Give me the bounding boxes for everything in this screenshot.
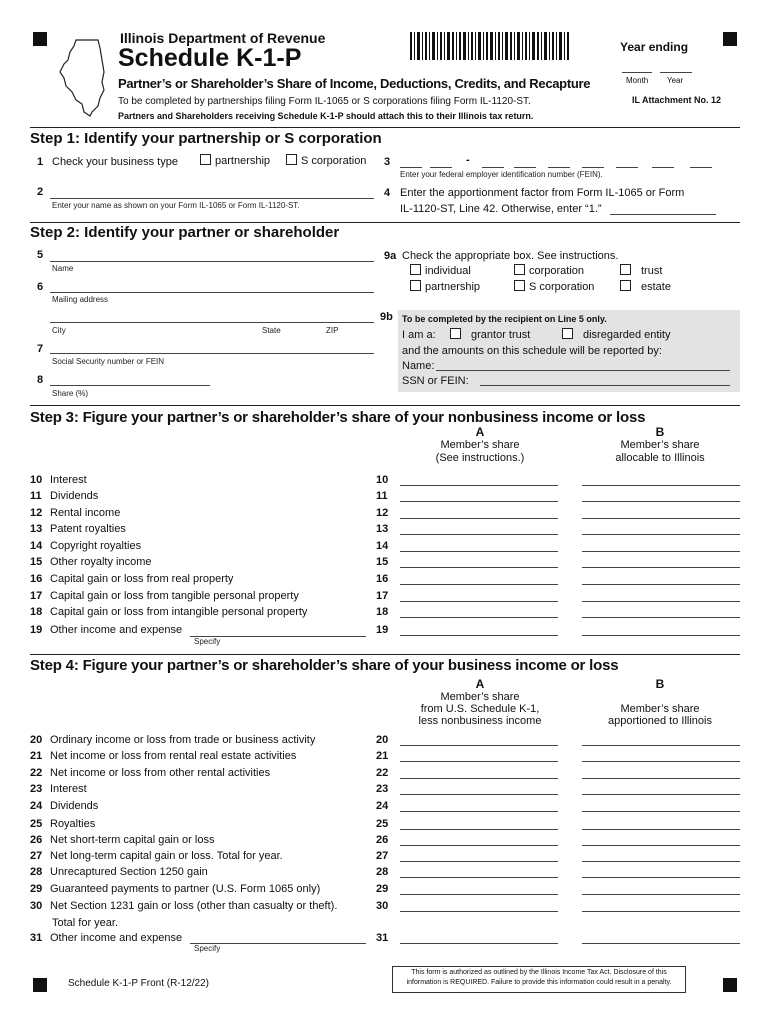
i-am-a-label: I am a: — [402, 329, 436, 341]
line-13-label — [30, 523, 126, 535]
step2-rule — [30, 222, 740, 223]
line1-number: 1 — [37, 156, 44, 168]
trust-option-label: trust — [641, 265, 663, 277]
line-number: 20 — [30, 734, 43, 746]
line-12-label — [30, 507, 120, 519]
individual-option[interactable] — [410, 264, 471, 277]
form-identifier: Schedule K-1-P Front (R-12/22) — [68, 978, 209, 989]
line-21-label — [30, 750, 296, 762]
line-description: Interest — [50, 474, 87, 486]
s-corporation-option-9a[interactable] — [514, 280, 594, 293]
line2-caption: Enter your name as shown on your Form IL-1065 or Form IL-1120-ST. — [52, 201, 300, 210]
line1-partnership-option[interactable] — [200, 154, 270, 167]
line30-continuation: Total for year. — [52, 917, 119, 929]
fein-field-3[interactable] — [482, 167, 504, 168]
step1-rule — [30, 127, 740, 128]
line-19-column-number: 19 — [376, 624, 389, 636]
line-description: Unrecaptured Section 1250 gain — [50, 866, 208, 878]
line9a-text: Check the appropriate box. See instructions. — [402, 250, 619, 262]
disclosure-line-2: information is REQUIRED. Failure to provide this information could result in a penalty. — [406, 979, 672, 986]
line-10-column-a-field[interactable] — [400, 485, 558, 486]
state-caption: State — [262, 326, 281, 335]
line-description: Other royalty income — [50, 556, 152, 568]
line-31-column-number: 31 — [376, 932, 389, 944]
s-corporation-9a-option-label: S corporation — [529, 281, 595, 293]
estate-option-label: estate — [641, 281, 671, 293]
year-ending-label: Year ending — [620, 40, 689, 54]
line-16-label — [30, 573, 233, 585]
attachment-number: IL Attachment No. 12 — [632, 95, 722, 105]
line-description: Capital gain or loss from intangible personal property — [50, 606, 308, 618]
s-corporation-9a-checkbox[interactable] — [514, 280, 525, 291]
line-description: Net income or loss from other rental activities — [50, 767, 271, 779]
line-27-column-number: 27 — [376, 850, 389, 862]
line1-scorp-option[interactable] — [286, 154, 366, 167]
line-11-label — [30, 490, 98, 502]
line-23-column-a-field[interactable] — [400, 794, 558, 795]
partner-ssn-fein-field[interactable] — [50, 353, 374, 354]
name-caption: Name — [52, 264, 74, 273]
s-corporation-option-label: S corporation — [301, 155, 367, 167]
disclosure-line-1: This form is authorized as outlined by the Illinois Income Tax Act. Disclosure of this — [411, 969, 667, 976]
disclosure-box — [392, 966, 686, 993]
recipient-ssn-label: SSN or FEIN: — [402, 375, 469, 387]
step4-rule — [30, 654, 740, 655]
illinois-map-icon — [58, 38, 112, 118]
line-11-column-number: 11 — [376, 490, 388, 502]
step4-col-b-sub-2: apportioned to Illinois — [608, 715, 712, 727]
city-caption: City — [52, 326, 66, 335]
partnership-9a-option-label: partnership — [425, 281, 481, 293]
step3-heading: Step 3: Figure your partner’s or shareholder’s share of your nonbusiness income or loss — [30, 409, 646, 426]
barcode — [410, 32, 570, 60]
fein-dash: - — [466, 154, 470, 166]
line-description: Capital gain or loss from real property — [50, 573, 234, 585]
line-description: Interest — [50, 783, 87, 795]
line4-text-2: IL-1120-ST, Line 42. Otherwise, enter “1.” — [400, 203, 602, 215]
header-instruction-2: Partners and Shareholders receiving Schedule K-1-P should attach this to their Illinois tax return. — [118, 111, 534, 121]
partnership-option-label: partnership — [215, 155, 271, 167]
line-12-column-number: 12 — [376, 507, 389, 519]
line-18-column-number: 18 — [376, 606, 389, 618]
step4-col-b-sub-1: Member’s share — [620, 703, 700, 715]
share-caption: Share (%) — [52, 389, 89, 398]
mailing-address-caption: Mailing address — [52, 295, 109, 304]
recipient-name-label: Name: — [402, 360, 435, 372]
line-21-column-number: 21 — [376, 750, 389, 762]
line-17-column-a-field[interactable] — [400, 601, 558, 602]
individual-option-label: individual — [425, 265, 471, 277]
step3-rule — [30, 405, 740, 406]
line-13-column-b-field[interactable] — [582, 534, 740, 535]
line-14-column-b-field[interactable] — [582, 551, 740, 552]
fein-field-2[interactable] — [430, 167, 452, 168]
line-11-column-a-field[interactable] — [400, 501, 558, 502]
recipient-name-field[interactable] — [436, 370, 730, 371]
line-number: 27 — [30, 850, 43, 862]
agency-name: Illinois Department of Revenue — [120, 30, 326, 46]
grantor-trust-option[interactable] — [450, 328, 530, 341]
line-20-column-number: 20 — [376, 734, 389, 746]
line-24-column-number: 24 — [376, 800, 389, 812]
line-15-column-number: 15 — [376, 556, 389, 568]
s-corporation-checkbox[interactable] — [286, 154, 297, 165]
line-18-label — [30, 606, 307, 618]
line-28-column-a-field[interactable] — [400, 877, 558, 878]
line-description: Copyright royalties — [50, 540, 142, 552]
year-ending-year-field[interactable] — [660, 72, 692, 73]
line-number: 28 — [30, 866, 43, 878]
partnership-checkbox[interactable] — [200, 154, 211, 165]
line-description: Capital gain or loss from tangible personal property — [50, 590, 299, 602]
line-28-label — [30, 866, 208, 878]
line-18-column-b-field[interactable] — [582, 617, 740, 618]
step4-heading: Step 4: Figure your partner’s or shareholder’s share of your business income or loss — [30, 657, 619, 674]
partnership-option-9a[interactable] — [410, 280, 480, 293]
line-17-label — [30, 590, 299, 602]
line-15-label — [30, 556, 151, 568]
line-26-column-b-field[interactable] — [582, 845, 740, 846]
estate-checkbox[interactable] — [620, 280, 631, 291]
grantor-trust-option-label: grantor trust — [471, 329, 531, 341]
line-12-column-a-field[interactable] — [400, 518, 558, 519]
individual-checkbox[interactable] — [410, 264, 421, 275]
line4-text-1: Enter the apportionment factor from Form IL-1065 or Form — [400, 187, 685, 199]
corporation-checkbox[interactable] — [514, 264, 525, 275]
line-19-column-b-field[interactable] — [582, 635, 740, 636]
line19-specify-caption: Specify — [194, 637, 221, 646]
line-25-column-a-field[interactable] — [400, 829, 558, 830]
line-30-column-a-field[interactable] — [400, 911, 558, 912]
line-14-column-a-field[interactable] — [400, 551, 558, 552]
trust-option[interactable] — [620, 264, 662, 277]
estate-option[interactable] — [620, 280, 671, 293]
line-number: 24 — [30, 800, 43, 812]
amounts-reported-text: and the amounts on this schedule will be reported by: — [402, 345, 662, 357]
line-10-label — [30, 474, 87, 486]
corporation-option-label: corporation — [529, 265, 585, 277]
year-caption: Year — [667, 76, 684, 85]
month-caption: Month — [626, 76, 649, 85]
line-19-label — [30, 624, 182, 636]
line-description: Rental income — [50, 507, 121, 519]
line-description: Other income and expense — [50, 624, 183, 636]
step3-col-a-header: A — [475, 425, 485, 439]
line2-number: 2 — [37, 186, 44, 198]
line-number: 15 — [30, 556, 43, 568]
fein-field-5[interactable] — [548, 167, 570, 168]
line-number: 18 — [30, 606, 43, 618]
line-27-column-b-field[interactable] — [582, 861, 740, 862]
line-22-column-a-field[interactable] — [400, 778, 558, 779]
line5-number: 5 — [37, 249, 44, 261]
line-31-column-a-field[interactable] — [400, 943, 558, 944]
line-23-column-b-field[interactable] — [582, 794, 740, 795]
city-state-zip-field[interactable] — [50, 322, 374, 323]
registration-mark-top-right — [723, 32, 737, 46]
trust-checkbox[interactable] — [620, 264, 631, 275]
line-17-column-b-field[interactable] — [582, 601, 740, 602]
line-15-column-a-field[interactable] — [400, 567, 558, 568]
fein-field-9[interactable] — [690, 167, 712, 168]
line-24-column-a-field[interactable] — [400, 811, 558, 812]
line-number: 11 — [30, 490, 42, 502]
fein-field-4[interactable] — [514, 167, 536, 168]
line-description: Net short-term capital gain or loss — [50, 834, 215, 846]
line1-label: Check your business type — [52, 156, 178, 168]
line-number: 30 — [30, 900, 43, 912]
line-31-column-b-field[interactable] — [582, 943, 740, 944]
line-25-column-b-field[interactable] — [582, 829, 740, 830]
line-27-label — [30, 850, 283, 862]
line-description: Other income and expense — [50, 932, 183, 944]
line-number: 22 — [30, 767, 43, 779]
fein-field-8[interactable] — [652, 167, 674, 168]
line31-specify-caption: Specify — [194, 944, 221, 953]
line-30-column-number: 30 — [376, 900, 389, 912]
share-percent-field[interactable] — [50, 385, 210, 386]
step3-col-b-sub-2: allocable to Illinois — [615, 452, 705, 464]
line-20-label — [30, 734, 315, 746]
line-10-column-number: 10 — [376, 474, 389, 486]
apportionment-factor-field[interactable] — [610, 214, 716, 215]
line-number: 14 — [30, 540, 43, 552]
disregarded-entity-option-label: disregarded entity — [583, 329, 671, 341]
line-14-label — [30, 540, 141, 552]
line-number: 12 — [30, 507, 43, 519]
line-30-label — [30, 900, 337, 912]
partnership-name-field[interactable] — [50, 198, 374, 199]
line-28-column-number: 28 — [376, 866, 389, 878]
line-22-column-number: 22 — [376, 767, 389, 779]
grantor-trust-checkbox[interactable] — [450, 328, 461, 339]
line-25-label — [30, 818, 95, 830]
line3-number: 3 — [384, 156, 391, 168]
disregarded-entity-option[interactable] — [562, 328, 670, 341]
partnership-9a-checkbox[interactable] — [410, 280, 421, 291]
line-23-column-number: 23 — [376, 783, 389, 795]
line-number: 13 — [30, 523, 43, 535]
line-13-column-number: 13 — [376, 523, 389, 535]
line-16-column-a-field[interactable] — [400, 584, 558, 585]
line-24-column-b-field[interactable] — [582, 811, 740, 812]
mailing-address-field[interactable] — [50, 292, 374, 293]
line-description: Guaranteed payments to partner (U.S. Form 1065 only) — [50, 883, 321, 895]
step1-heading: Step 1: Identify your partnership or S corporation — [30, 130, 382, 147]
line-description: Net income or loss from rental real estate activities — [50, 750, 297, 762]
line-description: Patent royalties — [50, 523, 126, 535]
form-title: Schedule K-1-P — [118, 44, 302, 72]
corporation-option[interactable] — [514, 264, 584, 277]
registration-mark-bottom-right — [723, 978, 737, 992]
registration-mark-bottom-left — [33, 978, 47, 992]
step4-col-a-sub-1: Member’s share — [440, 691, 520, 703]
step4-col-a-sub-3: less nonbusiness income — [418, 715, 542, 727]
line-description: Net long-term capital gain or loss. Total for year. — [50, 850, 283, 862]
line-description: Dividends — [50, 490, 99, 502]
disregarded-entity-checkbox[interactable] — [562, 328, 573, 339]
line-number: 26 — [30, 834, 43, 846]
line8-number: 8 — [37, 374, 44, 386]
line-description: Ordinary income or loss from trade or business activity — [50, 734, 316, 746]
line-number: 19 — [30, 624, 43, 636]
line4-number: 4 — [384, 187, 391, 199]
line-description: Net Section 1231 gain or loss (other than casualty or theft). — [50, 900, 338, 912]
line9b-number: 9b — [380, 311, 393, 323]
line-description: Dividends — [50, 800, 99, 812]
line-22-label — [30, 767, 270, 779]
recipient-ssn-field[interactable] — [480, 385, 730, 386]
fein-field-6[interactable] — [582, 167, 604, 168]
step4-col-a-sub-2: from U.S. Schedule K-1, — [420, 703, 540, 715]
line-27-column-a-field[interactable] — [400, 861, 558, 862]
line-24-label — [30, 800, 98, 812]
ssn-fein-caption: Social Security number or FEIN — [52, 357, 165, 366]
header-instruction-1: To be completed by partnerships filing Form IL-1065 or S corporations filing Form IL-1120-ST. — [118, 96, 531, 107]
step3-col-b-sub-1: Member’s share — [620, 439, 700, 451]
line-18-column-a-field[interactable] — [400, 617, 558, 618]
line-26-label — [30, 834, 214, 846]
line-26-column-number: 26 — [376, 834, 389, 846]
line-11-column-b-field[interactable] — [582, 501, 740, 502]
step3-col-a-sub-1: Member’s share — [440, 439, 520, 451]
line-16-column-number: 16 — [376, 573, 389, 585]
partner-name-field[interactable] — [50, 261, 374, 262]
line-12-column-b-field[interactable] — [582, 518, 740, 519]
line-10-column-b-field[interactable] — [582, 485, 740, 486]
line-19-column-a-field[interactable] — [400, 635, 558, 636]
line-number: 17 — [30, 590, 43, 602]
line-number: 25 — [30, 818, 43, 830]
step4-col-a-header: A — [475, 677, 485, 691]
step2-heading: Step 2: Identify your partner or shareholder — [30, 224, 340, 241]
step3-col-b-header: B — [655, 425, 665, 439]
line-number: 29 — [30, 883, 43, 895]
line-17-column-number: 17 — [376, 590, 389, 602]
line-29-label — [30, 883, 320, 895]
line-13-column-a-field[interactable] — [400, 534, 558, 535]
line-16-column-b-field[interactable] — [582, 584, 740, 585]
line-14-column-number: 14 — [376, 540, 389, 552]
line9b-heading: To be completed by the recipient on Line 5 only. — [402, 314, 607, 324]
line6-number: 6 — [37, 281, 44, 293]
line-21-column-b-field[interactable] — [582, 761, 740, 762]
line9a-number: 9a — [384, 250, 397, 262]
fein-field-7[interactable] — [616, 167, 638, 168]
line7-number: 7 — [37, 343, 44, 355]
line-number: 16 — [30, 573, 43, 585]
line-15-column-b-field[interactable] — [582, 567, 740, 568]
line-28-column-b-field[interactable] — [582, 877, 740, 878]
line-number: 31 — [30, 932, 43, 944]
line-description: Royalties — [50, 818, 96, 830]
step4-col-b-header: B — [655, 677, 665, 691]
year-ending-month-field[interactable] — [622, 72, 652, 73]
line-number: 10 — [30, 474, 43, 486]
line-25-column-number: 25 — [376, 818, 389, 830]
fein-caption: Enter your federal employer identification number (FEIN). — [400, 170, 603, 179]
line-29-column-a-field[interactable] — [400, 894, 558, 895]
zip-caption: ZIP — [326, 326, 339, 335]
registration-mark-top-left — [33, 32, 47, 46]
line-26-column-a-field[interactable] — [400, 845, 558, 846]
line-29-column-number: 29 — [376, 883, 389, 895]
line-number: 21 — [30, 750, 43, 762]
line-30-column-b-field[interactable] — [582, 911, 740, 912]
line-20-column-a-field[interactable] — [400, 745, 558, 746]
line-22-column-b-field[interactable] — [582, 778, 740, 779]
fein-field-1[interactable] — [400, 167, 422, 168]
line-29-column-b-field[interactable] — [582, 894, 740, 895]
line-31-label — [30, 932, 182, 944]
line-20-column-b-field[interactable] — [582, 745, 740, 746]
line-23-label — [30, 783, 87, 795]
line-21-column-a-field[interactable] — [400, 761, 558, 762]
form-subtitle: Partner’s or Shareholder’s Share of Income, Deductions, Credits, and Recapture — [118, 76, 591, 91]
line-number: 23 — [30, 783, 43, 795]
step3-col-a-sub-2: (See instructions.) — [435, 452, 525, 464]
